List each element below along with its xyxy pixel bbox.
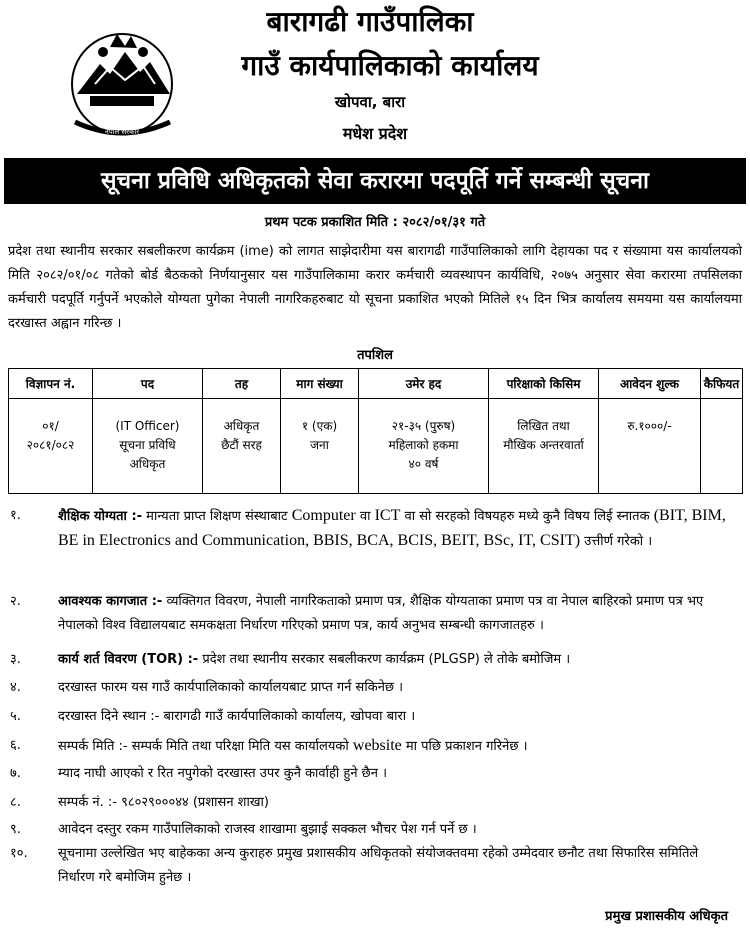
col-header-post: पद <box>93 369 203 399</box>
province-name: मधेश प्रदेश <box>342 124 408 143</box>
nepal-government-emblem-icon <box>55 22 190 147</box>
col-header-fee: आवेदन शुल्क <box>599 369 701 399</box>
cell-demand: १ (एक) जना <box>281 399 359 494</box>
signatory-title: प्रमुख प्रशासकीय अधिकृत <box>605 909 728 924</box>
intro-paragraph: प्रदेश तथा स्थानीय सरकार सबलीकरण कार्यक्रम (ime) को लागत साझेदारीमा यस बारागढी गाउँपालिकाको लागि देहायका पद र संख्यामा यस कार्यालयको मिति २०८२/०१/०८ गतेको बोर्ड बैठकको निर्णयानुसार यस गाउँपालिकामा करार कर्मचारी व्यवस्थापन कार्यविधि, २०७५ अनुसार सेवा करारमा तपसिलका कर्मचारी पदपूर्ति गर्नुपर्ने भएकोले योग्यता पुगेका नेपाली नागरिकहरुबाट यो सूचना प्रकाशित भएको मितिले १५ दिन भित्र कार्यालय समयमा यस कार्यालयमा दरखास्त अह्वान गरिन्छ । <box>8 244 742 331</box>
office-name: गाउँ कार्यपालिकाको कार्यालय <box>241 49 539 82</box>
cell-exam-type: लिखित तथा मौखिक अन्तरवार्ता <box>489 399 599 494</box>
municipality-name: बारागढी गाउँपालिका <box>266 5 474 38</box>
cell-age-limit: २१-३५ (पुरुष) महिलाको हकमा ४० वर्ष <box>359 399 489 494</box>
col-header-demand: माग संख्या <box>281 369 359 399</box>
cell-level: अधिकृत छैटौं सरह <box>203 399 281 494</box>
col-header-ad-no: विज्ञापन नं. <box>9 369 93 399</box>
publication-date: प्रथम पटक प्रकाशित मिति : २०८२/०१/३१ गते <box>264 215 486 230</box>
col-header-age: उमेर हद <box>359 369 489 399</box>
col-header-level: तह <box>203 369 281 399</box>
col-header-exam-type: परिक्षाको किसिम <box>489 369 599 399</box>
vacancy-table <box>8 368 743 494</box>
cell-post: (IT Officer) सूचना प्रविधि अधिकृत <box>93 399 203 494</box>
office-address: खोपवा, बारा <box>334 93 406 111</box>
cell-remarks <box>701 399 743 494</box>
cell-ad-no: ०१/ २०८१/०८२ <box>9 399 93 494</box>
emblem-caption: नेपाल सरकार <box>104 128 140 136</box>
table-header-row <box>9 369 743 399</box>
cell-fee: रु.१०००/- <box>599 399 701 494</box>
details-heading: तपशिल <box>357 348 393 363</box>
col-header-remarks: कैफियत <box>701 369 743 399</box>
letterhead <box>0 0 750 150</box>
table-row <box>9 399 743 494</box>
notice-title-banner: सूचना प्रविधि अधिकृतको सेवा करारमा पदपूर्ति गर्ने सम्बन्धी सूचना <box>4 158 746 204</box>
